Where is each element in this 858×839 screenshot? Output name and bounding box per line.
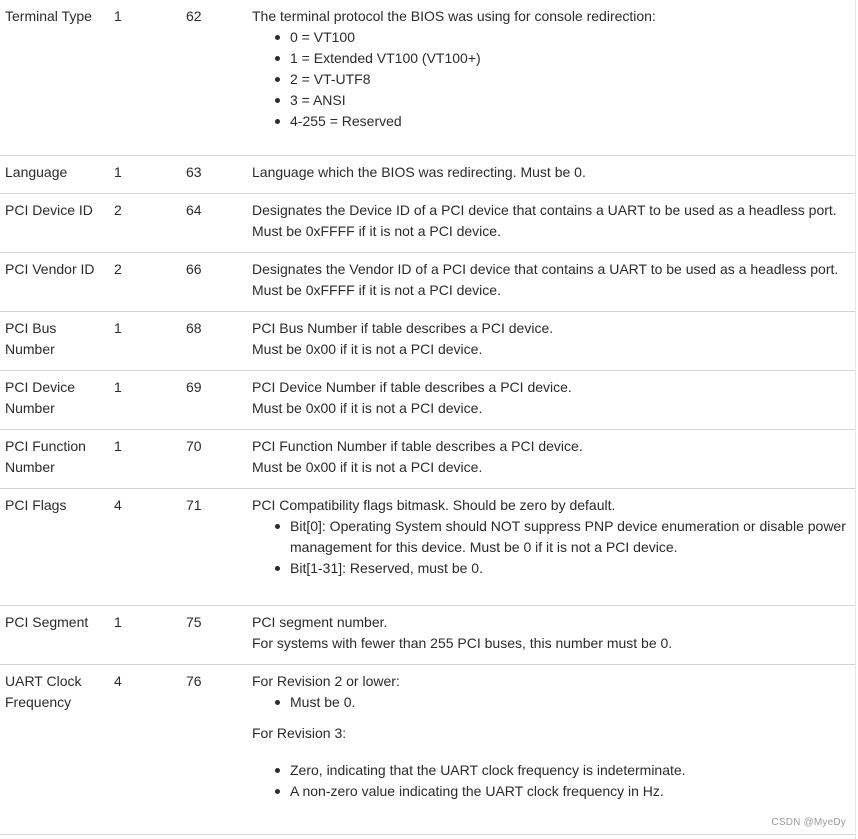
bullet-list [252, 760, 852, 802]
table-row [0, 489, 856, 606]
field-length: 4 [114, 673, 122, 689]
field-name-line: Number [5, 459, 55, 475]
field-description [252, 318, 852, 360]
table-row [0, 606, 856, 665]
watermark: CSDN @MyeDy [771, 817, 846, 828]
table-row [0, 194, 856, 253]
field-name-line: Number [5, 341, 55, 357]
field-length: 1 [114, 614, 122, 630]
field-description [252, 6, 852, 132]
list-item: 4-255 = Reserved [252, 111, 852, 132]
list-item [252, 516, 852, 558]
field-description [252, 162, 852, 183]
field-name [5, 318, 105, 360]
description-line: The terminal protocol the BIOS was using for console redirection: [252, 8, 656, 24]
list-item: 0 = VT100 [252, 27, 852, 48]
description-line: PCI Bus Number if table describes a PCI device. [252, 320, 554, 336]
list-item: Zero, indicating that the UART clock frequency is indeterminate. [252, 760, 852, 781]
field-length: 2 [114, 261, 122, 277]
description-line: Language which the BIOS was redirecting. Must be 0. [252, 164, 586, 180]
description-line: Must be 0xFFFF if it is not a PCI device. [252, 282, 501, 298]
field-description [252, 200, 852, 242]
field-name-line: Frequency [5, 694, 72, 710]
field-name [5, 671, 105, 713]
field-name-line: PCI Function [5, 438, 86, 454]
list-item: 2 = VT-UTF8 [252, 69, 852, 90]
field-description [252, 259, 852, 301]
field-length: 1 [114, 320, 122, 336]
list-item: 3 = ANSI [252, 90, 852, 111]
description-line: Must be 0x00 if it is not a PCI device. [252, 459, 483, 475]
table-row [0, 430, 856, 489]
field-name [5, 436, 105, 478]
field-offset: 76 [186, 673, 202, 689]
field-name: PCI Device ID [5, 202, 93, 218]
field-offset: 68 [186, 320, 202, 336]
bullet-list [252, 516, 852, 579]
description-line: Designates the Vendor ID of a PCI device that contains a UART to be used as a headless port. [252, 261, 839, 277]
field-offset: 71 [186, 497, 202, 513]
description-line: Designates the Device ID of a PCI device that contains a UART to be used as a headless port. [252, 202, 837, 218]
field-offset: 69 [186, 379, 202, 395]
field-length: 2 [114, 202, 122, 218]
field-description [252, 377, 852, 419]
field-description [252, 436, 852, 478]
list-item: Must be 0. [252, 692, 852, 713]
list-item-line: Bit[0]: Operating System should NOT suppress PNP device enumeration or disable power [290, 518, 846, 534]
table-row [0, 253, 856, 312]
revision-label: For Revision 2 or lower: [252, 673, 400, 689]
field-offset: 63 [186, 164, 202, 180]
field-name: PCI Vendor ID [5, 261, 95, 277]
field-length: 1 [114, 8, 122, 24]
field-offset: 64 [186, 202, 202, 218]
bullet-list [252, 27, 852, 132]
field-name: Language [5, 164, 68, 180]
field-name: PCI Segment [5, 614, 89, 630]
list-item: A non-zero value indicating the UART clock frequency in Hz. [252, 781, 852, 802]
field-name-line: UART Clock [5, 673, 82, 689]
description-line: PCI Device Number if table describes a PCI device. [252, 379, 572, 395]
field-description [252, 495, 852, 579]
field-description [252, 671, 852, 802]
field-offset: 70 [186, 438, 202, 454]
table-row [0, 156, 856, 194]
field-offset: 62 [186, 8, 202, 24]
revision-label: For Revision 3: [252, 725, 347, 741]
field-name-line: PCI Bus [5, 320, 57, 336]
list-item-line: Bit[1-31]: Reserved, must be 0. [290, 560, 483, 576]
description-line: Must be 0xFFFF if it is not a PCI device. [252, 223, 501, 239]
field-name [5, 377, 105, 419]
description-line: For systems with fewer than 255 PCI buses, this number must be 0. [252, 635, 673, 651]
table-row [0, 312, 856, 371]
field-length: 4 [114, 497, 122, 513]
field-description [252, 612, 852, 654]
field-length: 1 [114, 438, 122, 454]
field-length: 1 [114, 164, 122, 180]
field-name: Terminal Type [5, 8, 92, 24]
table-row [0, 0, 856, 156]
table-row [0, 665, 856, 835]
list-item [252, 558, 852, 579]
field-name-line: PCI Device [5, 379, 76, 395]
description-line: PCI Function Number if table describes a PCI device. [252, 438, 583, 454]
list-item: 1 = Extended VT100 (VT100+) [252, 48, 852, 69]
list-item-line: management for this device. Must be 0 if it is not a PCI device. [290, 539, 678, 555]
field-name-line: Number [5, 400, 55, 416]
field-length: 1 [114, 379, 122, 395]
field-offset: 75 [186, 614, 202, 630]
table-right-border [855, 0, 856, 839]
field-name: PCI Flags [5, 497, 67, 513]
field-offset: 66 [186, 261, 202, 277]
description-line: Must be 0x00 if it is not a PCI device. [252, 400, 483, 416]
description-line: Must be 0x00 if it is not a PCI device. [252, 341, 483, 357]
table-row [0, 371, 856, 430]
description-line: PCI Compatibility flags bitmask. Should be zero by default. [252, 497, 616, 513]
description-line: PCI segment number. [252, 614, 388, 630]
bullet-list [252, 692, 852, 713]
